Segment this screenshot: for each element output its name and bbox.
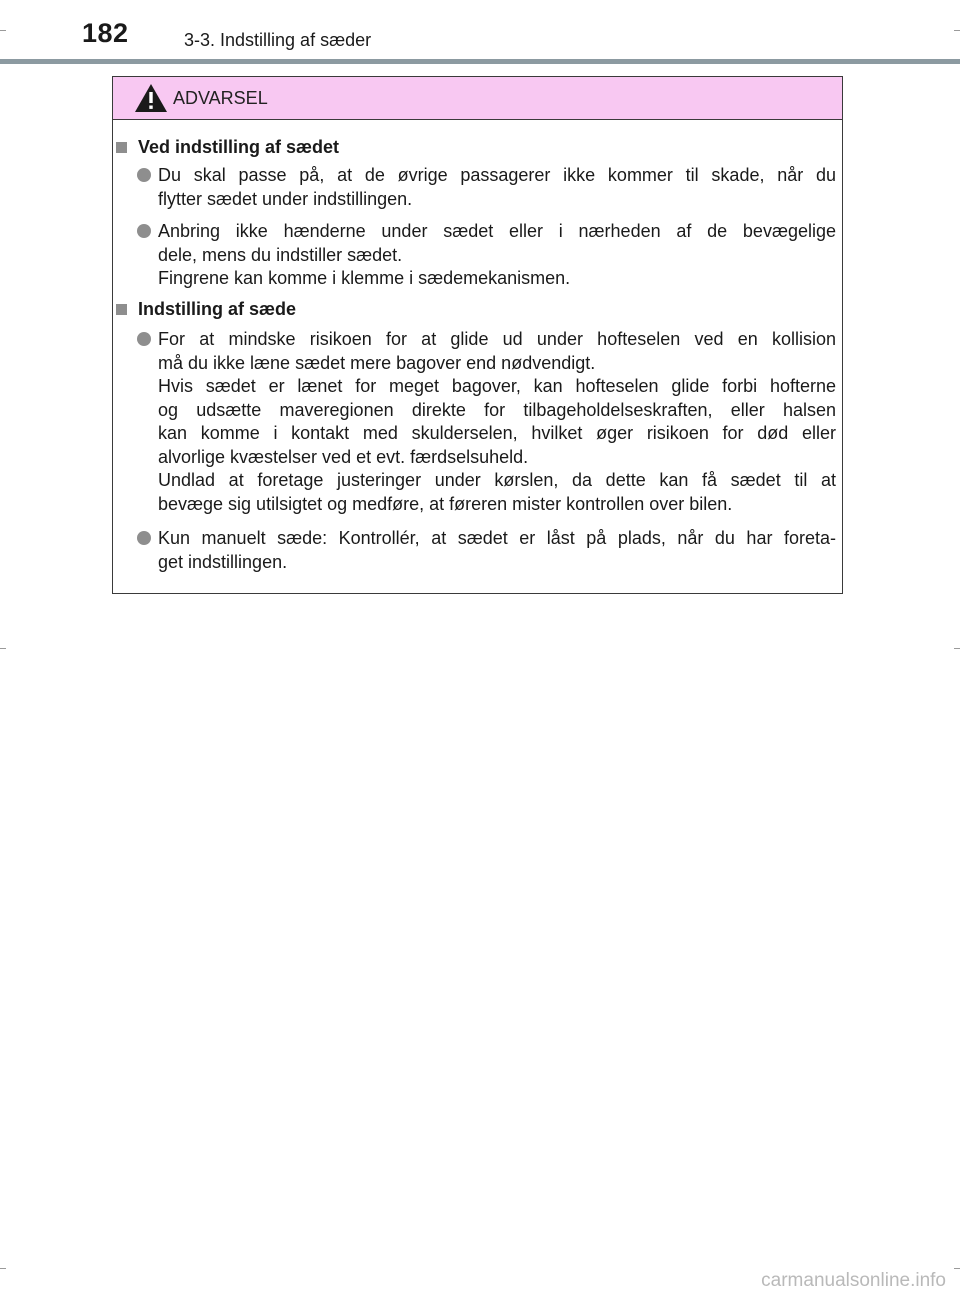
round-bullet-icon: [137, 168, 151, 182]
bullet-text: [158, 527, 836, 574]
bullet-text: [158, 220, 836, 291]
round-bullet-icon: [137, 332, 151, 346]
text-line: Undlad at foretage justeringer under kørslen, da dette kan få sædet til at: [158, 470, 836, 490]
warning-header: [113, 77, 842, 120]
bullet-text: [158, 164, 836, 211]
text-line: alvorlige kvæstelser ved et evt. færdselsuheld.: [158, 446, 529, 467]
crop-mark: [0, 1268, 6, 1269]
text-line: Du skal passe på, at de øvrige passagerer ikke kommer til skade, når du: [158, 165, 836, 185]
section-heading-text: Ved indstilling af sædet: [138, 137, 340, 157]
section-heading-text: Indstilling af sæde: [138, 299, 297, 319]
text-line: flytter sædet under indstillingen.: [158, 188, 413, 209]
text-line: Kun manuelt sæde: Kontrollér, at sædet er låst på plads, når du har foreta-: [158, 528, 836, 548]
warning-label: ADVARSEL: [173, 88, 268, 108]
square-bullet-icon: [116, 304, 127, 315]
crop-mark: [954, 648, 960, 649]
text-line: Hvis sædet er lænet for meget bagover, kan hofteselen glide forbi hofterne: [158, 376, 836, 396]
bullet-text: [158, 328, 836, 516]
crop-mark: [954, 1268, 960, 1269]
text-line: Anbring ikke hænderne under sædet eller i nærheden af de bevægelige: [158, 221, 836, 241]
text-line: kan komme i kontakt med skulderselen, hvilket øger risikoen for død eller: [158, 423, 836, 443]
text-line: må du ikke læne sædet mere bagover end nødvendigt.: [158, 352, 596, 373]
text-line: dele, mens du indstiller sædet.: [158, 244, 403, 265]
round-bullet-icon: [137, 224, 151, 238]
page-number: 182: [82, 18, 129, 48]
text-line: og udsætte maveregionen direkte for tilbageholdelseskraften, eller halsen: [158, 399, 836, 420]
crop-mark: [0, 648, 6, 649]
text-line: Fingrene kan komme i klemme i sædemekanismen.: [158, 268, 571, 288]
round-bullet-icon: [137, 531, 151, 545]
watermark: carmanualsonline.info: [761, 1270, 946, 1291]
crop-mark: [954, 30, 960, 31]
section-title: 3-3. Indstilling af sæder: [184, 30, 372, 50]
header-rule: [0, 59, 960, 64]
warning-triangle-icon: [134, 83, 168, 113]
warning-box: [112, 76, 843, 594]
text-line: bevæge sig utilsigtet og medføre, at føreren mister kontrollen over bilen.: [158, 493, 733, 514]
crop-mark: [0, 30, 6, 31]
text-line: get indstillingen.: [158, 551, 288, 572]
text-line: For at mindske risikoen for at glide ud under hofteselen ved en kollision: [158, 329, 836, 349]
square-bullet-icon: [116, 142, 127, 153]
